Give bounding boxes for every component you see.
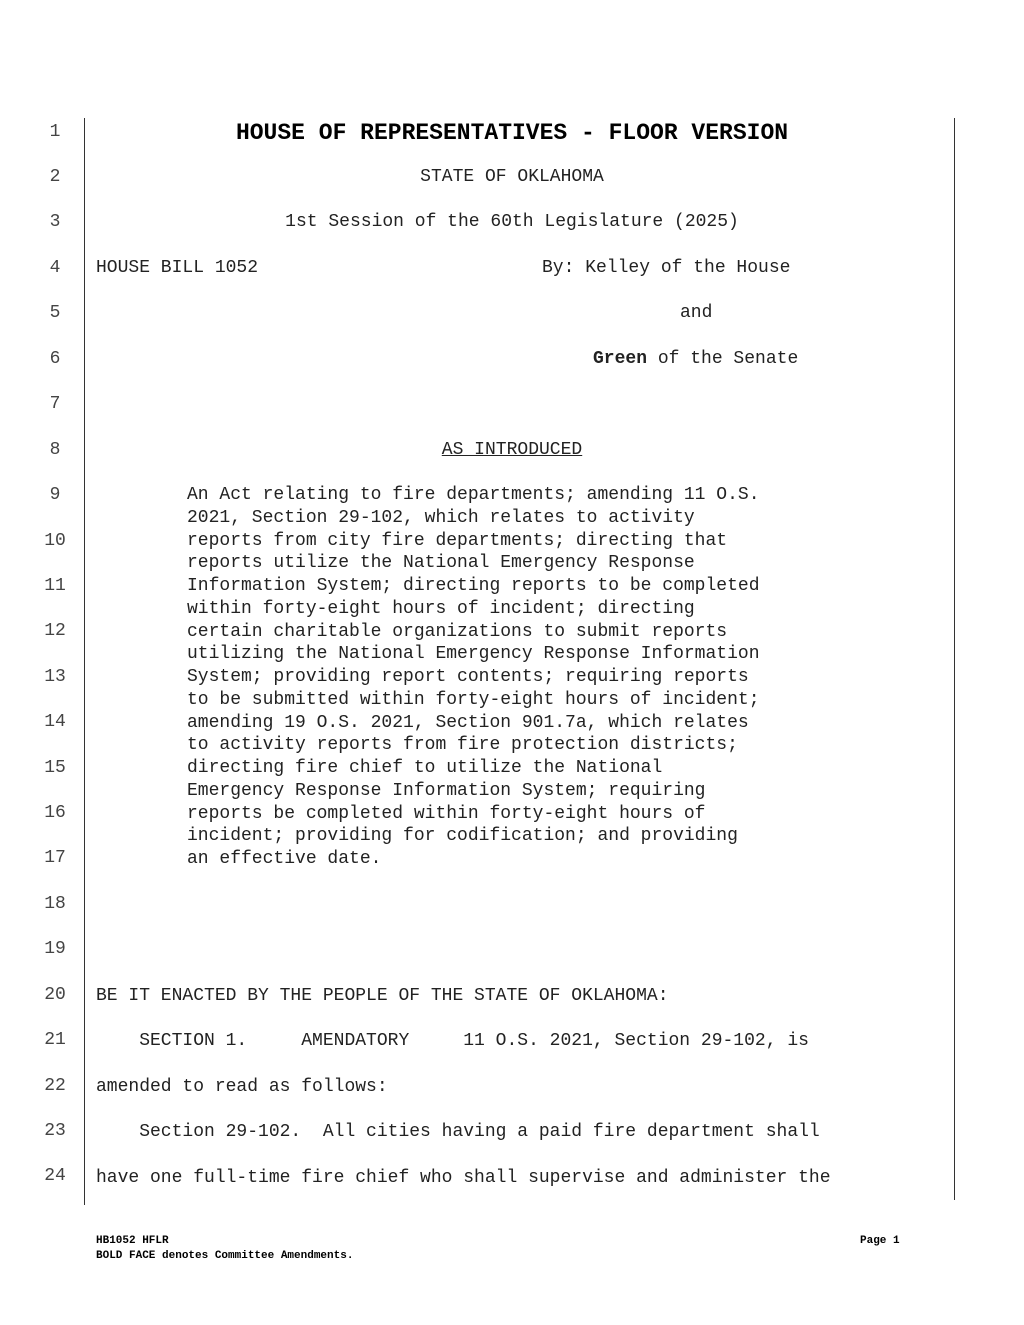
footer-note: BOLD FACE denotes Committee Amendments. <box>96 1250 354 1262</box>
abstract-line: within forty-eight hours of incident; directing <box>187 598 695 619</box>
abstract-line: to be submitted within forty-eight hours of incident; <box>187 689 760 710</box>
line-number: 13 <box>44 667 66 687</box>
abstract-line: directing fire chief to utilize the National <box>187 758 663 778</box>
line-number: 2 <box>49 167 61 187</box>
house-author: By: Kelley of the House <box>542 258 791 278</box>
abstract-line: an effective date. <box>187 849 382 869</box>
senate-author-chamber: of the Senate <box>647 349 799 369</box>
abstract-line: utilizing the National Emergency Response Information <box>187 644 760 665</box>
line-number: 16 <box>44 803 66 823</box>
line-number: 8 <box>49 440 61 460</box>
line-number: 12 <box>44 621 66 641</box>
line-number: 7 <box>49 394 61 414</box>
line-number: 20 <box>44 985 66 1005</box>
line-number: 22 <box>44 1076 66 1096</box>
abstract-line: amending 19 O.S. 2021, Section 901.7a, which relates <box>187 712 749 733</box>
left-margin-rule <box>84 118 85 1205</box>
line-number: 4 <box>49 258 61 278</box>
line-number: 17 <box>44 848 66 868</box>
line-number: 21 <box>44 1030 66 1050</box>
legislative-session: 1st Session of the 60th Legislature (2025) <box>285 212 739 232</box>
abstract-line: reports from city fire departments; directing that <box>187 530 728 551</box>
section-body-line: have one full-time fire chief who shall supervise and administer the <box>96 1168 831 1188</box>
section-body-line: Section 29-102. All cities having a paid fire department shall <box>96 1122 820 1142</box>
document-title: HOUSE OF REPRESENTATIVES - FLOOR VERSION <box>235 120 789 146</box>
senate-author <box>593 348 798 370</box>
abstract-line: System; providing report contents; requiring reports <box>187 667 749 687</box>
state-name: STATE OF OKLAHOMA <box>420 167 604 187</box>
section-intro: amended to read as follows: <box>96 1077 388 1097</box>
abstract-line: reports be completed within forty-eight hours of <box>187 803 706 824</box>
senate-author-name: Green <box>593 349 648 369</box>
author-conjunction: and <box>680 303 713 323</box>
line-number: 23 <box>44 1121 66 1141</box>
bill-status <box>96 439 928 461</box>
line-number: 6 <box>49 349 61 369</box>
abstract-line: incident; providing for codification; and providing <box>187 826 738 847</box>
bill-status-text: AS INTRODUCED <box>441 440 583 460</box>
line-number: 24 <box>44 1166 66 1186</box>
line-number: 18 <box>44 894 66 914</box>
line-number: 1 <box>49 122 61 142</box>
bill-abstract <box>187 484 847 871</box>
bill-number: HOUSE BILL 1052 <box>96 258 259 278</box>
line-number: 11 <box>44 576 66 596</box>
footer-bill-code: HB1052 HFLR <box>96 1235 169 1247</box>
abstract-line: Emergency Response Information System; requiring <box>187 780 706 801</box>
section-heading: SECTION 1. AMENDATORY 11 O.S. 2021, Section 29-102, is <box>96 1031 809 1051</box>
abstract-line: reports utilize the National Emergency Response <box>187 553 695 574</box>
line-number: 9 <box>49 485 61 505</box>
line-number: 14 <box>44 712 66 732</box>
abstract-line: Information System; directing reports to be completed <box>187 576 760 596</box>
abstract-line: certain charitable organizations to submit reports <box>187 621 728 642</box>
line-number: 15 <box>44 758 66 778</box>
right-margin-rule <box>954 118 955 1200</box>
line-number: 10 <box>44 531 66 551</box>
abstract-line: 2021, Section 29-102, which relates to activity <box>187 507 695 528</box>
footer-page-number: Page 1 <box>860 1235 900 1247</box>
line-number: 19 <box>44 939 66 959</box>
abstract-line: to activity reports from fire protection districts; <box>187 735 738 756</box>
abstract-line: An Act relating to fire departments; amending 11 O.S. <box>187 485 760 505</box>
enacting-clause: BE IT ENACTED BY THE PEOPLE OF THE STATE OF OKLAHOMA: <box>96 986 669 1006</box>
line-number: 3 <box>49 212 61 232</box>
line-number: 5 <box>49 303 61 323</box>
